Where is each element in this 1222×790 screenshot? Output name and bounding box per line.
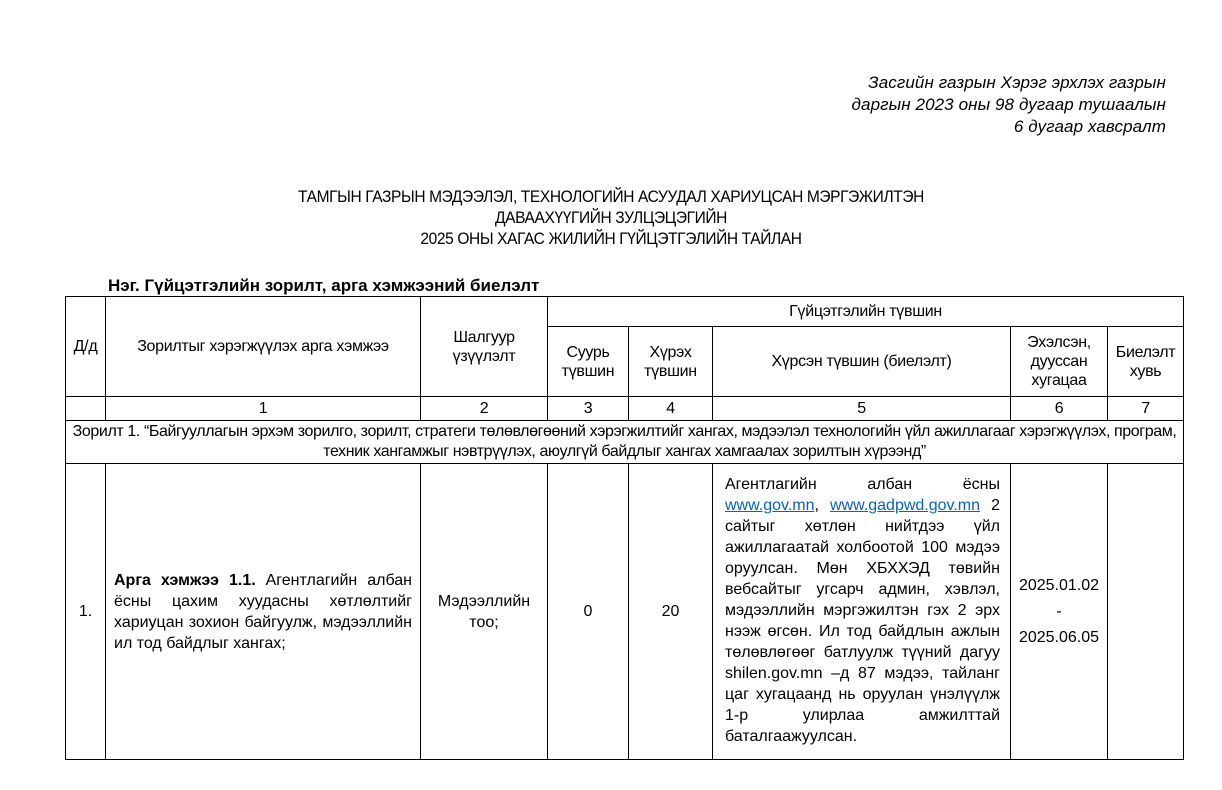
result-text: 2 сайтыг хөтлөн нийтдээ үйл ажиллагаатай холбоотой 100 мэдээ оруулсан. Мөн ХБХХЭД төвийн вебсайтыг угсарч админ, хэвлэл, мэдээллийн мэргэжилтэн гэх 2 эрх нээж өгсөн. Ил тод байдлын ажлын төлөвлөгөөг батлуулж түүний дагуу shilen.gov.mn –д 87 мэдээ, тайланг цаг хугацаанд нь оруулан үнэлүүлж 1-р улирлаа амжилттай баталгаажуулсан. [725,497,1000,745]
percent-cell [1108,464,1184,760]
column-number: 7 [1108,397,1184,421]
result-separator: , [814,497,831,514]
decree-reference-line: Засгийн газрын Хэрэг эрхлэх газрын [868,73,1166,92]
measure-text: Агентлагийн албан ёсны цахим хуудасны хөтлөлтийг хариуцан зохион байгуулж, мэдээллийн ил тод байдлыг хангах; [114,571,412,652]
column-number: 4 [629,397,713,421]
column-number: 1 [106,397,421,421]
period-end-date: 2025.06.05 [1018,628,1100,646]
column-number: 2 [421,397,548,421]
measure-cell [106,464,421,760]
column-number: 5 [713,397,1011,421]
report-title-line: ДАВААХҮҮГИЙН ЗУЛЦЭЦЭГИЙН [494,209,728,227]
period-start-date: 2025.01.02 [1018,576,1100,594]
gadpwd-gov-mn-link[interactable]: www.gadpwd.gov.mn [830,497,981,514]
period-cell [1011,464,1108,760]
column-header-measure: Зорилтыг хэрэгжүүлэх арга хэмжээ [106,297,421,397]
column-header-percent: Биелэлт хувь [1108,327,1184,397]
criteria-cell: Мэдээллийн тоо; [421,464,548,760]
decree-reference-line: даргын 2023 оны 98 дугаар тушаалын [851,95,1166,114]
column-header-period: Эхэлсэн, дууссан хугацаа [1011,327,1108,397]
decree-reference-note [852,72,1166,138]
column-header-criteria: Шалгуур үзүүлэлт [421,297,548,397]
target-level-cell: 20 [629,464,713,760]
column-header-base-level: Суурь түвшин [548,327,629,397]
row-number-cell: 1. [66,464,106,760]
column-header-achieved-level: Хүрсэн түвшин (биелэлт) [713,327,1011,397]
section-heading: Нэг. Гүйцэтгэлийн зорилт, арга хэмжээний биелэлт [108,276,540,295]
column-number-row [66,397,1184,421]
column-header-target-level: Хүрэх түвшин [629,327,713,397]
result-text: Агентлагийн албан ёсны [725,476,1000,493]
table-row [66,464,1184,760]
goal-section-row [66,421,1184,464]
base-level-cell: 0 [548,464,629,760]
table-header-row-group [66,297,1184,327]
decree-reference-line: 6 дугаар хавсралт [1013,117,1166,136]
performance-table [65,296,1184,760]
goal-section-text: Зорилт 1. “Байгууллагын эрхэм зорилго, зорилт, стратеги төлөвлөгөөний хэрэгжилтийг хангах, мэдээлэл технологийн үйл ажиллагааг хэрэгжүүлэх, програм, техник хангамжыг нэвтрүүлэх, аюулгүй байдлыг хангах хамгаалах зорилтын хүрээнд” [66,421,1184,464]
gov-mn-link[interactable]: www.gov.mn [725,497,815,514]
report-title-line: 2025 ОНЫ ХАГАС ЖИЛИЙН ГҮЙЦЭТГЭЛИЙН ТАЙЛАН [420,230,802,248]
achieved-level-cell [713,464,1011,760]
report-title [37,187,1186,250]
column-number-empty [66,397,106,421]
column-number: 6 [1011,397,1108,421]
report-title-line: ТАМГЫН ГАЗРЫН МЭДЭЭЛЭЛ, ТЕХНОЛОГИЙН АСУУДАЛ ХАРИУЦСАН МЭРГЭЖИЛТЭН [298,188,924,206]
column-header-dd: Д/д [66,297,106,397]
column-header-performance-group: Гүйцэтгэлийн түвшин [548,297,1184,327]
measure-label: Арга хэмжээ 1.1. [114,571,256,589]
period-dash: - [1056,602,1062,620]
column-number: 3 [548,397,629,421]
